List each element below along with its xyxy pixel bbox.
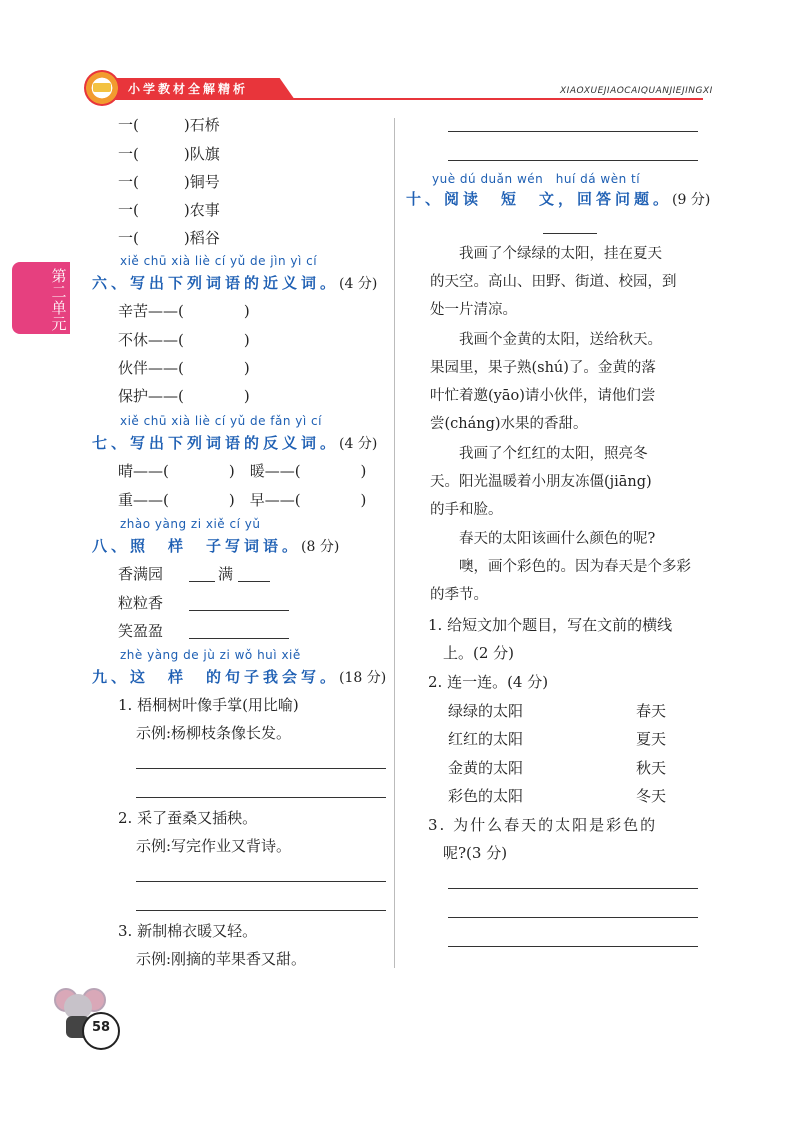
q-prev-answer-line-b[interactable] bbox=[448, 160, 698, 161]
q10-score: (9 分) bbox=[672, 192, 711, 208]
q9-heading bbox=[92, 666, 386, 687]
q9-answer-line-2b[interactable] bbox=[136, 910, 386, 911]
page-number: 58 bbox=[91, 1020, 111, 1035]
q-prev-answer-line-a[interactable] bbox=[448, 131, 698, 132]
match-left-4[interactable]: 彩色的太阳 bbox=[448, 787, 524, 805]
q10-heading bbox=[406, 188, 710, 209]
q7-score: (4 分) bbox=[339, 436, 378, 452]
q10-pinyin: yuè dú duǎn wén huí dá wèn tí bbox=[432, 172, 641, 186]
p4-line-3: 的季节。 bbox=[430, 587, 488, 603]
sub-question-1-line-1: 1. 给短文加个题目，写在文前的横线 bbox=[428, 616, 673, 634]
q8-answer-line-3[interactable] bbox=[189, 638, 289, 639]
q9-sentence-3: 3. 新制棉衣暖又轻。 bbox=[118, 922, 258, 940]
sub-question-2: 2. 连一连。(4 分) bbox=[428, 673, 549, 691]
q6-pinyin: xiě chū xià liè cí yǔ de jìn yì cí bbox=[120, 254, 318, 268]
p1-line-2: 的天空。高山、田野、街道、校园，到 bbox=[430, 274, 677, 290]
q10-title: 十、阅读 短 文，回答问题。 bbox=[406, 190, 673, 208]
q8-item-2: 粒粒香 bbox=[118, 594, 164, 612]
sub-question-3-line-2: 呢?(3 分) bbox=[428, 844, 508, 862]
measure-word-item-1: 一( )石桥 bbox=[118, 116, 220, 134]
q9-answer-line-1b[interactable] bbox=[136, 797, 386, 798]
q8-example-word: 香满园 bbox=[118, 565, 164, 583]
q9-sentence-2: 2. 采了蚕桑又插秧。 bbox=[118, 809, 258, 827]
p1-line-1: 我画了个绿绿的太阳，挂在夏天 bbox=[430, 246, 662, 262]
q7-pinyin: xiě chū xià liè cí yǔ de fǎn yì cí bbox=[120, 414, 322, 428]
q7-row-2: 重——( ) 早——( ) bbox=[118, 491, 367, 509]
match-right-4[interactable]: 冬天 bbox=[636, 787, 667, 805]
q9-example-2: 示例:写完作业又背诗。 bbox=[136, 837, 292, 855]
q8-answer-line-2[interactable] bbox=[189, 610, 289, 611]
q8-score: (8 分) bbox=[301, 539, 340, 555]
q7-row-1: 晴——( ) 暖——( ) bbox=[118, 462, 367, 480]
q8-example-blank-2[interactable] bbox=[238, 581, 270, 582]
measure-word-item-5: 一( )稻谷 bbox=[118, 229, 220, 247]
p4-line-2: 噢，画个彩色的。因为春天是个多彩 bbox=[430, 559, 691, 575]
measure-word-item-4: 一( )农事 bbox=[118, 201, 220, 219]
passage-paragraph-3 bbox=[430, 440, 652, 524]
sq3-answer-line-3[interactable] bbox=[448, 946, 698, 947]
logo-emblem-icon bbox=[93, 83, 111, 92]
p1-line-3: 处一片清凉。 bbox=[430, 302, 517, 318]
q6-heading bbox=[92, 272, 377, 293]
match-right-1[interactable]: 春天 bbox=[636, 702, 667, 720]
match-left-2[interactable]: 红红的太阳 bbox=[448, 730, 524, 748]
q9-example-3: 示例:刚摘的苹果香又甜。 bbox=[136, 950, 307, 968]
q6-item-2: 不休——( ) bbox=[118, 331, 250, 349]
q8-example-blank-1[interactable] bbox=[189, 581, 215, 582]
q7-heading bbox=[92, 432, 377, 453]
match-left-3[interactable]: 金黄的太阳 bbox=[448, 759, 524, 777]
q6-score: (4 分) bbox=[339, 276, 378, 292]
unit-side-tab-label: 第二单元 bbox=[51, 267, 67, 333]
sq3-answer-line-1[interactable] bbox=[448, 888, 698, 889]
p2-line-3: 叶忙着邀(yāo)请小伙伴，请他们尝 bbox=[430, 388, 656, 404]
q9-answer-line-2a[interactable] bbox=[136, 881, 386, 882]
sub-question-1-line-2: 上。(2 分) bbox=[428, 644, 515, 662]
match-left-1[interactable]: 绿绿的太阳 bbox=[448, 702, 524, 720]
q7-title: 七、写出下列词语的反义词。 bbox=[92, 434, 340, 452]
q6-item-3: 伙伴——( ) bbox=[118, 359, 250, 377]
q9-answer-line-1a[interactable] bbox=[136, 768, 386, 769]
q8-pinyin: zhào yàng zi xiě cí yǔ bbox=[120, 517, 261, 531]
q9-title: 九、这 样 的句子我会写。 bbox=[92, 668, 340, 686]
measure-word-item-2: 一( )队旗 bbox=[118, 145, 220, 163]
p2-line-2: 果园里，果子熟(shú)了。金黄的落 bbox=[430, 360, 656, 376]
p2-line-4: 尝(cháng)水果的香甜。 bbox=[430, 416, 588, 432]
header-pinyin-title: XIAOXUEJIAOCAIQUANJIEJINGXI bbox=[560, 86, 713, 96]
passage-title-blank[interactable] bbox=[543, 233, 597, 234]
q9-pinyin: zhè yàng de jù zi wǒ huì xiě bbox=[120, 648, 301, 662]
p4-line-1: 春天的太阳该画什么颜色的呢? bbox=[430, 531, 656, 547]
p2-line-1: 我画个金黄的太阳，送给秋天。 bbox=[430, 332, 662, 348]
sq3-answer-line-2[interactable] bbox=[448, 917, 698, 918]
p3-line-3: 的手和脸。 bbox=[430, 502, 503, 518]
measure-word-item-3: 一( )铜号 bbox=[118, 173, 220, 191]
q9-score: (18 分) bbox=[339, 670, 387, 686]
passage-paragraph-1 bbox=[430, 240, 677, 324]
q8-heading bbox=[92, 535, 339, 556]
column-divider bbox=[394, 118, 395, 968]
q6-title: 六、写出下列词语的近义词。 bbox=[92, 274, 340, 292]
q9-sentence-1: 1. 梧桐树叶像手掌(用比喻) bbox=[118, 696, 299, 714]
match-right-3[interactable]: 秋天 bbox=[636, 759, 667, 777]
q9-example-1: 示例:杨柳枝条像长发。 bbox=[136, 724, 292, 742]
header-rule bbox=[103, 98, 703, 100]
passage-paragraph-4 bbox=[430, 525, 691, 609]
p3-line-1: 我画了个红红的太阳，照亮冬 bbox=[430, 446, 648, 462]
passage-paragraph-2 bbox=[430, 326, 662, 438]
q8-title: 八、照 样 子写词语。 bbox=[92, 537, 302, 555]
q8-example-char: 满 bbox=[218, 565, 234, 583]
q6-item-1: 辛苦——( ) bbox=[118, 302, 250, 320]
p3-line-2: 天。阳光温暖着小朋友冻僵(jiāng) bbox=[430, 474, 652, 490]
sub-question-3-line-1: 3. 为什么春天的太阳是彩色的 bbox=[428, 816, 658, 834]
q6-item-4: 保护——( ) bbox=[118, 387, 250, 405]
header-title: 小学教材全解精析 bbox=[128, 82, 249, 96]
match-right-2[interactable]: 夏天 bbox=[636, 730, 667, 748]
q8-item-3: 笑盈盈 bbox=[118, 622, 164, 640]
